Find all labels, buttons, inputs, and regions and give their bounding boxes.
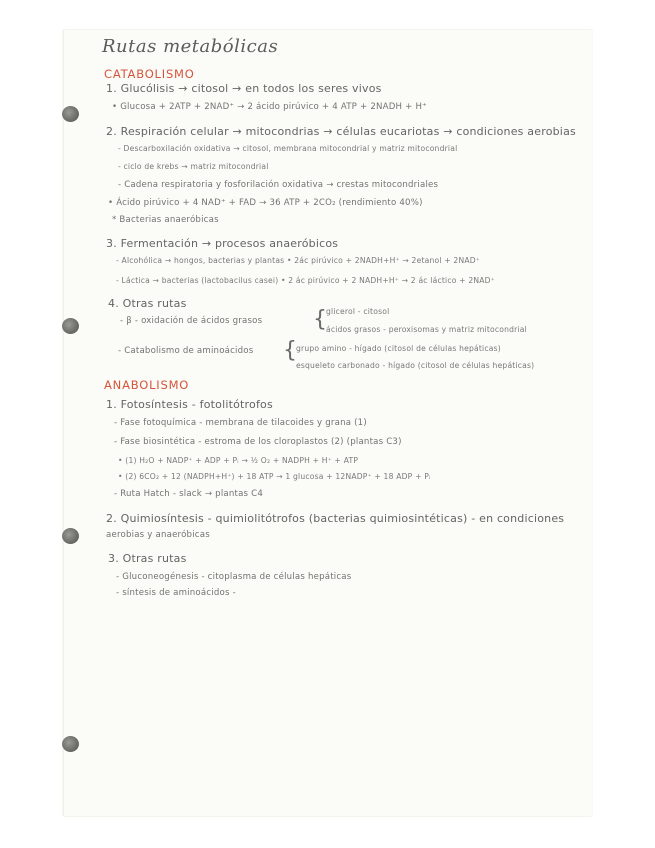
fotosintesis-step: - Fase fotoquímica - membrana de tilacoides y grana (1) [114,418,367,428]
brace-icon: { [283,338,297,363]
glucolisis-heading: 1. Glucólisis → citosol → en todos los seres vivos [106,82,382,95]
fermentacion-heading: 3. Fermentación → procesos anaeróbicos [106,237,339,250]
beta-oxidacion: - β - oxidación de ácidos grasos [120,316,263,326]
fotosintesis-step: - Fase biosintética - estroma de los cloroplastos (2) (plantas C3) [114,437,402,447]
binder-hole [62,528,79,544]
fotosintesis-heading: 1. Fotosíntesis - fotolitótrofos [106,398,273,411]
beta-branch: ácidos grasos - peroxisomas y matriz mitocondrial [326,325,527,334]
page-title: Rutas metabólicas [102,36,279,57]
respiracion-step: - ciclo de krebs → matriz mitocondrial [118,162,269,171]
anab-otras-rutas-heading: 3. Otras rutas [108,552,187,565]
binder-hole [62,106,79,122]
binder-hole [62,736,79,752]
brace-icon: { [313,307,327,332]
quimiosintesis-continued: aerobias y anaeróbicas [106,530,210,540]
fermentacion-alcoholica: - Alcohólica → hongos, bacterias y plantas • 2ác pirúvico + 2NADH+H⁺ → 2etanol + 2NAD⁺ [116,256,480,265]
catabolismo-aminoacidos: - Catabolismo de aminoácidos [118,346,254,356]
section-heading-catabolismo: CATABOLISMO [104,67,195,81]
binder-hole [62,318,79,334]
amino-branch: esqueleto carbonado - hígado (citosol de células hepáticas) [296,361,535,370]
respiracion-step: - Descarboxilación oxidativa → citosol, membrana mitocondrial y matriz mitocondrial [118,144,458,153]
beta-branch: glicerol - citosol [326,307,390,316]
respiracion-equation: • Ácido pirúvico + 4 NAD⁺ + FAD → 36 ATP + 2CO₂ (rendimiento 40%) [108,198,423,208]
respiracion-note: * Bacterias anaeróbicas [112,215,219,225]
section-heading-anabolismo: ANABOLISMO [104,378,190,392]
anab-otras-step: - Gluconeogénesis - citoplasma de células hepáticas [116,572,352,582]
respiracion-step: - Cadena respiratoria y fosforilación oxidativa → crestas mitocondriales [118,180,439,190]
fotosintesis-equation: • (1) H₂O + NADP⁺ + ADP + Pᵢ → ½ O₂ + NADPH + H⁺ + ATP [118,456,359,465]
fotosintesis-equation: • (2) 6CO₂ + 12 (NADPH+H⁺) + 18 ATP → 1 glucosa + 12NADP⁺ + 18 ADP + Pᵢ [118,472,431,481]
anab-otras-step: - síntesis de aminoácidos - [116,588,236,598]
fotosintesis-step: - Ruta Hatch - slack → plantas C4 [114,489,264,499]
respiracion-heading: 2. Respiración celular → mitocondrias → células eucariotas → condiciones aerobias [106,125,576,138]
fermentacion-lactica: - Láctica → bacterias (lactobacilus casei) • 2 ác pirúvico + 2 NADH+H⁺ → 2 ác láctico + 2NAD⁺ [116,276,495,285]
quimiosintesis-heading: 2. Quimiosíntesis - quimiolitótrofos (bacterias quimiosintéticas) - en condiciones [106,512,565,525]
glucolisis-equation: • Glucosa + 2ATP + 2NAD⁺ → 2 ácido pirúvico + 4 ATP + 2NADH + H⁺ [112,102,427,112]
otras-rutas-heading: 4. Otras rutas [108,297,187,310]
amino-branch: grupo amino - hígado (citosol de células hepáticas) [296,344,501,353]
